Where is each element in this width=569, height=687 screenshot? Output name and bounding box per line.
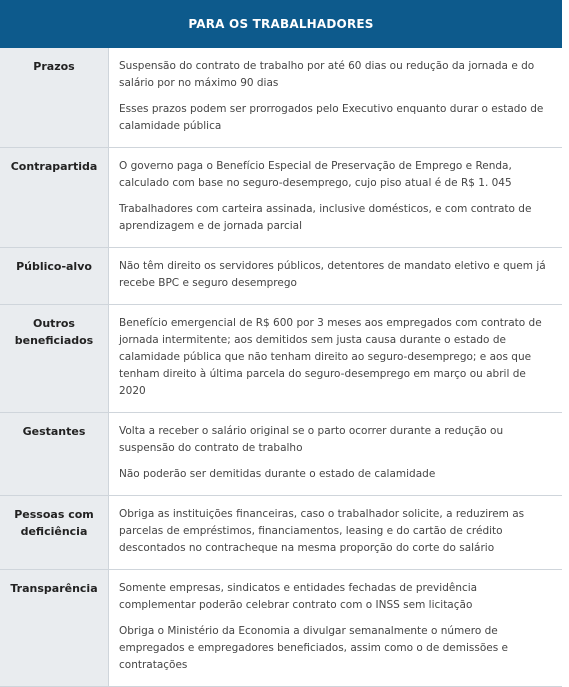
- row-paragraph: Suspensão do contrato de trabalho por até 60 dias ou redução da jornada e do salário por no máximo 90 dias: [119, 60, 535, 89]
- row-content: [109, 48, 563, 148]
- row-content: [109, 248, 563, 305]
- row-paragraph: O governo paga o Benefício Especial de Preservação de Emprego e Renda, calculado com base no seguro-desemprego, cujo piso atual é de R$ 1. 045: [119, 160, 512, 189]
- table-row: [0, 148, 562, 248]
- row-content: [109, 570, 563, 687]
- table-row: [0, 48, 562, 148]
- table-row: [0, 570, 562, 687]
- row-paragraph: Obriga as instituições financeiras, caso o trabalhador solicite, a reduzirem as parcelas de empréstimos, financiamentos, leasing e do cartão de crédito descontados no contracheque na mesma proporção do corte do salário: [119, 508, 525, 554]
- row-label: Contrapartida: [0, 148, 109, 248]
- row-content: [109, 305, 563, 413]
- row-label: Público-alvo: [0, 248, 109, 305]
- row-content: [109, 148, 563, 248]
- row-paragraph: Volta a receber o salário original se o parto ocorrer durante a redução ou suspensão do contrato de trabalho: [119, 425, 504, 454]
- info-table: [0, 48, 562, 687]
- row-content: [109, 496, 563, 570]
- row-paragraph: Benefício emergencial de R$ 600 por 3 meses aos empregados com contrato de jornada intermitente; aos demitidos sem justa causa durante o estado de calamidade pública que não tenham direito ao seguro-desemprego; e aos que tenham direito à última parcela do seguro-desemprego em março ou abril de 2020: [119, 317, 542, 397]
- row-label: Prazos: [0, 48, 109, 148]
- row-paragraph: Trabalhadores com carteira assinada, inclusive domésticos, e com contrato de aprendizagem e de jornada parcial: [119, 203, 532, 232]
- row-paragraph: Obriga o Ministério da Economia a divulgar semanalmente o número de empregados e empregadores beneficiados, assim como o de demissões e contratações: [119, 625, 508, 671]
- table-row: [0, 496, 562, 570]
- table-row: [0, 413, 562, 496]
- table-row: [0, 305, 562, 413]
- row-label: Outros beneficiados: [0, 305, 109, 413]
- row-paragraph: Não têm direito os servidores públicos, detentores de mandato eletivo e quem já recebe BPC e seguro desemprego: [119, 260, 546, 289]
- row-content: [109, 413, 563, 496]
- row-paragraph: Não poderão ser demitidas durante o estado de calamidade: [119, 468, 436, 480]
- table-row: [0, 248, 562, 305]
- row-label: Gestantes: [0, 413, 109, 496]
- table-title: PARA OS TRABALHADORES: [0, 0, 562, 48]
- row-paragraph: Somente empresas, sindicatos e entidades fechadas de previdência complementar poderão celebrar contrato com o INSS sem licitação: [119, 582, 478, 611]
- row-label: Transparência: [0, 570, 109, 687]
- row-label: Pessoas com deficiência: [0, 496, 109, 570]
- row-paragraph: Esses prazos podem ser prorrogados pelo Executivo enquanto durar o estado de calamidade pública: [119, 103, 544, 132]
